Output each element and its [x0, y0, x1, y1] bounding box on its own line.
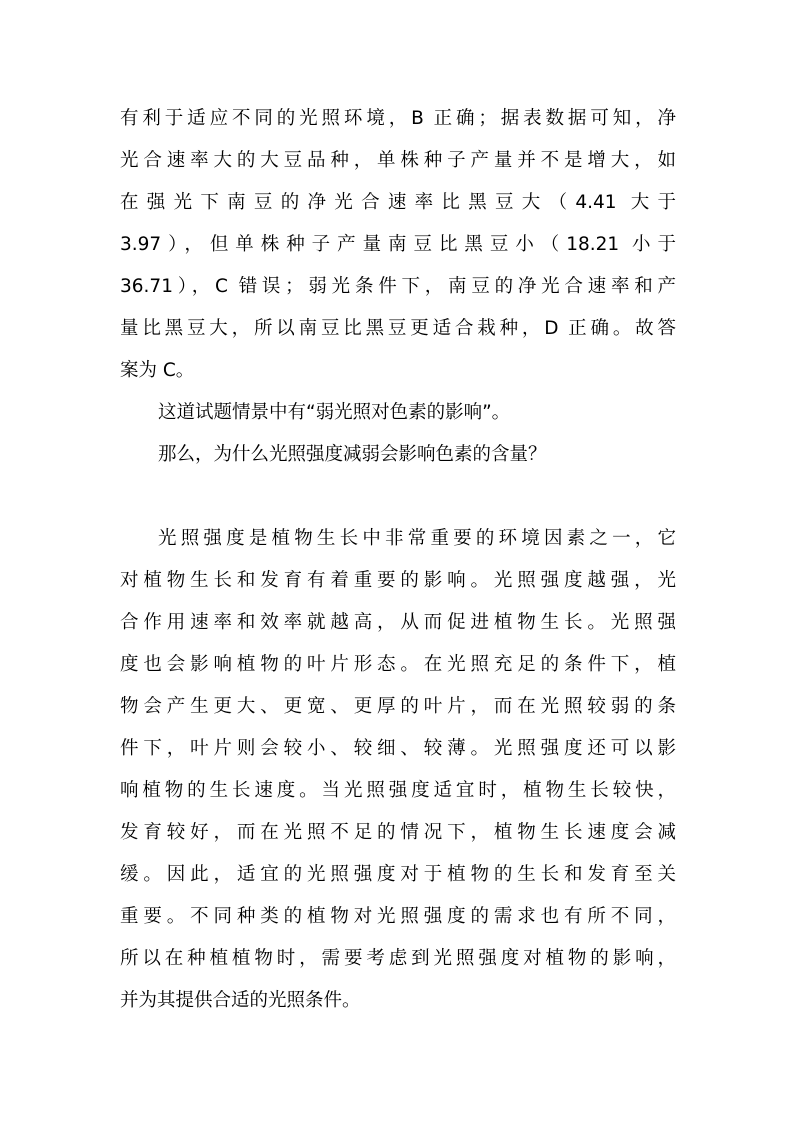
text-line: 光照强度是植物生长中非常重要的环境因素之一，它 [158, 528, 676, 549]
text-line: 有利于适应不同的光照环境，B 正确；据表数据可知，净 [120, 108, 676, 129]
text-line: 这道试题情景中有“弱光照对色素的影响”。 [158, 402, 511, 423]
text-line: 缓。因此，适宜的光照强度对于植物的生长和发育至关 [120, 864, 676, 885]
text-line: 光合速率大的大豆品种，单株种子产量并不是增大，如 [120, 150, 676, 171]
text-line: 物会产生更大、更宽、更厚的叶片，而在光照较弱的条 [120, 696, 676, 717]
text-line: 量比黑豆大，所以南豆比黑豆更适合栽种，D 正确。故答 [120, 318, 676, 339]
text-line: 度也会影响植物的叶片形态。在光照充足的条件下，植 [120, 654, 676, 675]
text-line: 响植物的生长速度。当光照强度适宜时，植物生长较快， [120, 780, 676, 801]
text-line: 发育较好，而在光照不足的情况下，植物生长速度会减 [120, 822, 676, 843]
text-line: 对植物生长和发育有着重要的影响。光照强度越强，光 [120, 570, 676, 591]
text-line: 案为 C。 [120, 360, 195, 381]
text-line: 并为其提供合适的光照条件。 [120, 990, 361, 1011]
text-line: 合作用速率和效率就越高，从而促进植物生长。光照强 [120, 612, 676, 633]
text-line: 那么，为什么光照强度减弱会影响色素的含量？ [158, 444, 547, 465]
text-line: 重要。不同种类的植物对光照强度的需求也有所不同， [120, 906, 676, 927]
text-line: 36.71），C 错误；弱光条件下，南豆的净光合速率和产 [120, 276, 676, 297]
text-line: 所以在种植植物时，需要考虑到光照强度对植物的影响， [120, 948, 676, 969]
text-line: 3.97），但单株种子产量南豆比黑豆小（18.21 小于 [120, 234, 676, 255]
text-line: 在强光下南豆的净光合速率比黑豆大（4.41 大于 [120, 192, 676, 213]
text-line: 件下，叶片则会较小、较细、较薄。光照强度还可以影 [120, 738, 676, 759]
